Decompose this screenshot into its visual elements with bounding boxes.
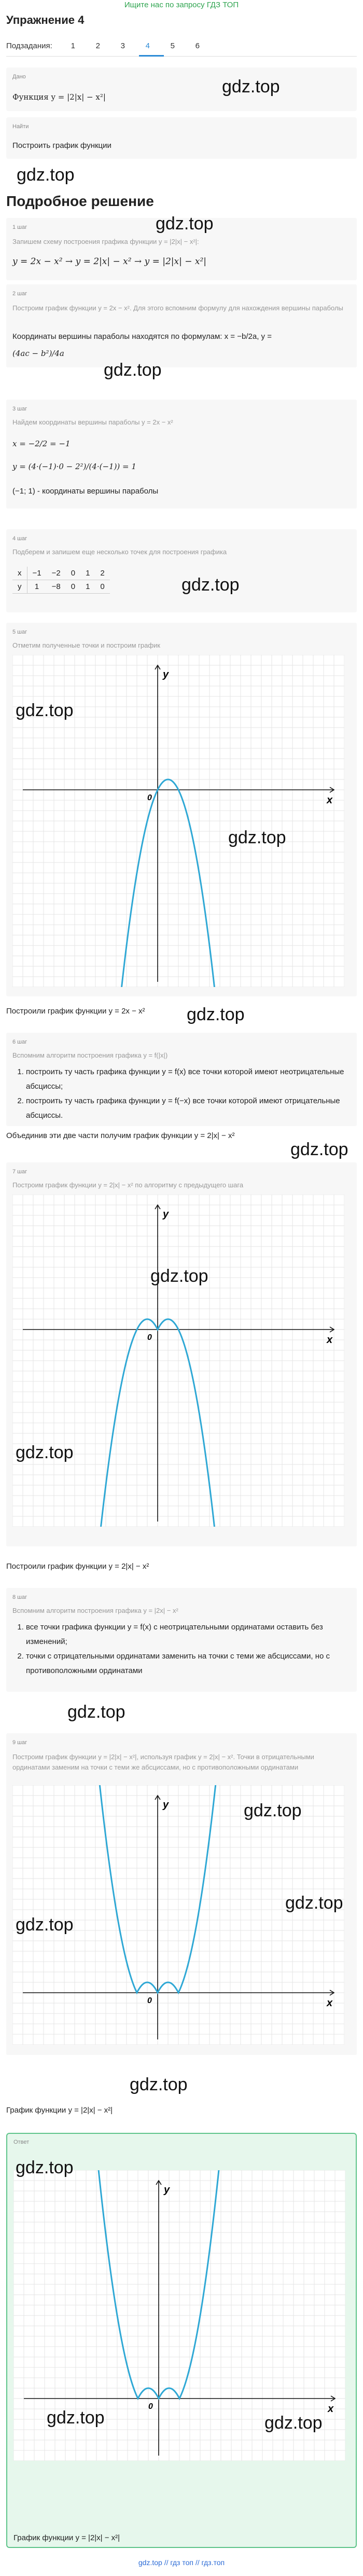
table-cell: 0 [66, 567, 80, 580]
vertex-x: x = −2/2 = −1 [12, 439, 71, 448]
watermark: gdz.top [222, 77, 280, 97]
page-title: Упражнение 4 [6, 13, 85, 26]
step-text-2: (4ac − b²)/4a [12, 349, 64, 358]
watermark: gdz.top [156, 214, 214, 234]
subtask-5[interactable]: 5 [170, 42, 175, 50]
graph-caption: График функции y = |2|x| − x²| [6, 2106, 113, 2115]
x-axis-label: x [327, 1334, 333, 1346]
watermark: gdz.top [16, 1915, 74, 1935]
step-tag: 1 шаг [12, 224, 27, 230]
list-item: 1. все точки графика функции y = f(x) с неотрицательными ординатами оставить без изменений; [26, 1620, 344, 1649]
step-tag: 8 шаг [12, 1594, 27, 1600]
step-note: Отметим полученные точки и построим график [12, 641, 160, 649]
subtask-2[interactable]: 2 [95, 42, 100, 50]
table-cell: 0 [66, 580, 80, 594]
list-item: 2. точки с отрицательными ординатами заменить на точки с теми же абсциссами, но с противоположными ординатами [26, 1649, 344, 1678]
step-tag: 9 шаг [12, 1739, 27, 1746]
watermark: gdz.top [150, 1266, 208, 1286]
algorithm-list [12, 1620, 344, 1678]
algorithm-list [12, 1065, 344, 1123]
x-axis-label: x [328, 2403, 334, 2415]
step-8 [6, 1588, 357, 1692]
watermark: gdz.top [16, 701, 74, 720]
vertex-y: y = (4·(−1)·0 − 2²)/(4·(−1)) = 1 [12, 462, 136, 471]
origin-label: 0 [147, 1333, 152, 1342]
step-5 [6, 623, 357, 996]
step-3 [6, 400, 357, 509]
step-note: Вспомним алгоритм построения графика y = |2x| − x² [12, 1607, 178, 1614]
answer-caption: График функции y = |2|x| − x²| [13, 2533, 120, 2542]
table-row [12, 567, 110, 580]
graph-caption: Построили график функции y = 2|x| − x² [6, 1562, 149, 1571]
table-cell: 0 [95, 580, 109, 594]
graph-caption: Построили график функции y = 2x − x² [6, 1007, 145, 1016]
solution-title: Подробное решение [6, 193, 154, 209]
points-table [12, 567, 110, 594]
watermark: gdz.top [290, 1140, 348, 1159]
step-note: Вспомним алгоритм построения графика y = f(|x|) [12, 1051, 168, 1059]
step-tag: 5 шаг [12, 629, 27, 635]
step-4 [6, 529, 357, 612]
step-6 [6, 1033, 357, 1126]
list-item: 2. построить ту часть графика функции y = f(−x) все точки которой имеют отрицательные абсциссы. [26, 1094, 344, 1123]
table-cell: 1 [80, 580, 95, 594]
step-tag: 7 шаг [12, 1169, 27, 1175]
watermark: gdz.top [16, 2158, 74, 2177]
step-after: Объединив эти две части получим график функции y = 2|x| − x² [6, 1131, 235, 1140]
step-note: Запишем схему построения графика функции y = |2|x| − x²|: [12, 238, 199, 245]
active-tab-indicator [139, 55, 164, 57]
step-note: Построим график функции y = |2|x| − x²|, используя график y = 2|x| − x². Точки в отрицательными ординатами заменим на точки с теми же абсциссами, но с противоположными ординатами [12, 1753, 314, 1771]
watermark: gdz.top [16, 1443, 74, 1462]
origin-label: 0 [147, 1996, 152, 2005]
subtask-label: Подзадания: [6, 42, 52, 50]
graph-svg [12, 1195, 344, 1527]
step-tag: 6 шаг [12, 1039, 27, 1045]
graph-2 [12, 1195, 344, 1527]
given-card [6, 67, 357, 111]
table-cell: 2 [95, 567, 109, 580]
top-link[interactable]: Ищите нас по запросу ГДЗ ТОП [124, 1, 239, 9]
y-axis-label: y [163, 1799, 169, 1811]
step-tag: 2 шаг [12, 291, 27, 297]
y-axis-label: y [163, 1209, 169, 1220]
answer-card [6, 2133, 357, 2548]
table-cell: −8 [47, 580, 66, 594]
step-2 [6, 284, 357, 367]
y-axis-label: y [163, 669, 169, 680]
y-axis-label: y [164, 2184, 170, 2196]
watermark: gdz.top [182, 575, 240, 595]
watermark: gdz.top [17, 165, 75, 185]
step-note: Построим график функции y = 2|x| − x² по алгоритму с предыдущего шага [12, 1181, 244, 1189]
table-cell: 1 [80, 567, 95, 580]
subtask-3[interactable]: 3 [120, 42, 125, 50]
x-axis-label: x [327, 1997, 333, 2009]
watermark: gdz.top [67, 1702, 125, 1722]
watermark: gdz.top [244, 1801, 302, 1820]
vertex-coords: (−1; 1) - координаты вершины параболы [12, 487, 159, 496]
watermark: gdz.top [47, 2408, 105, 2428]
watermark: gdz.top [130, 2075, 188, 2094]
origin-label: 0 [148, 2402, 153, 2411]
subtask-4[interactable]: 4 [145, 42, 150, 50]
subtask-1[interactable]: 1 [71, 42, 75, 50]
x-axis-label: x [327, 794, 333, 806]
find-card [6, 117, 357, 159]
table-row [12, 580, 110, 594]
watermark: gdz.top [228, 828, 286, 847]
watermark: gdz.top [187, 1005, 245, 1024]
nav-divider [6, 56, 357, 57]
watermark: gdz.top [264, 2413, 323, 2433]
subtask-nav [6, 42, 210, 50]
origin-label: 0 [147, 793, 152, 802]
given-tag: Дано [12, 74, 26, 80]
step-text: Координаты вершины параболы находятся по формулам: x = −b/2a, y = [12, 332, 272, 341]
subtask-6[interactable]: 6 [195, 42, 200, 50]
step-7 [6, 1162, 357, 1546]
find-tag: Найти [12, 124, 29, 130]
answer-tag: Ответ [13, 2139, 30, 2145]
given-text: Функция y = |2|x| − x²| [12, 92, 106, 102]
list-item: 1. построить ту часть графика функции y = f(x) все точки которой имеют неотрицательные абсциссы; [26, 1065, 344, 1094]
table-cell: x [12, 567, 27, 580]
step-note: Подберем и запишем еще несколько точек для построения графика [12, 548, 227, 556]
step-tag: 4 шаг [12, 536, 27, 542]
table-cell: 1 [27, 580, 47, 594]
step-tag: 3 шаг [12, 406, 27, 412]
watermark: gdz.top [104, 360, 162, 380]
table-cell: y [12, 580, 27, 594]
footer-links[interactable]: gdz.top // гдз топ // гдз.топ [138, 2558, 225, 2567]
step-note: Найдем координаты вершины параболы y = 2x − x² [12, 418, 173, 426]
table-cell: −2 [47, 567, 66, 580]
step-formula: y = 2x − x² → y = 2|x| − x² → y = |2|x| − x²| [12, 256, 207, 267]
table-cell: −1 [27, 567, 47, 580]
find-text: Построить график функции [12, 141, 111, 150]
step-note: Построим график функции y = 2x − x². Для этого вспомним формулу для нахождения вершины параболы [12, 304, 343, 312]
watermark: gdz.top [285, 1893, 343, 1913]
